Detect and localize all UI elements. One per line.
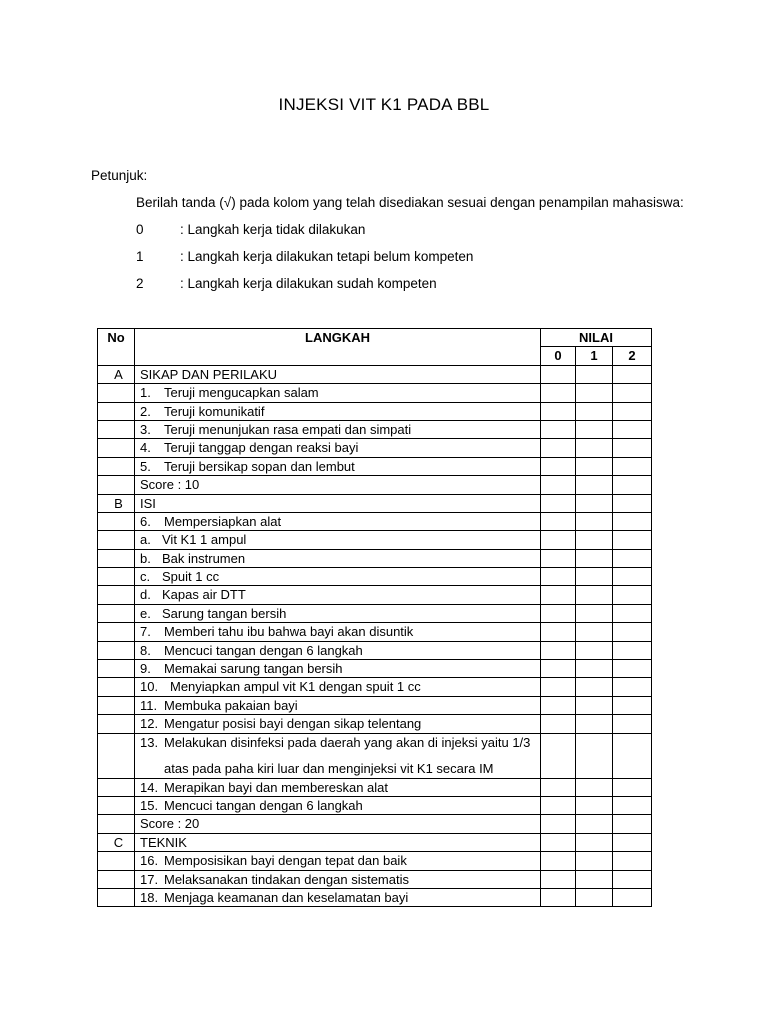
tool-text: Kapas air DTT bbox=[162, 587, 246, 603]
step-text: Mempersiapkan alat bbox=[164, 513, 282, 529]
score-cell-1[interactable] bbox=[576, 457, 613, 475]
score-cell-2[interactable] bbox=[613, 420, 652, 438]
score-cell-2[interactable] bbox=[613, 494, 652, 512]
score-cell-0[interactable] bbox=[541, 420, 576, 438]
step-cell bbox=[135, 852, 541, 870]
score-cell-1[interactable] bbox=[576, 796, 613, 814]
score-cell-0[interactable] bbox=[541, 384, 576, 402]
section-title: ISI bbox=[135, 494, 541, 512]
section-score: Score : 20 bbox=[135, 815, 541, 833]
table-header-row bbox=[98, 329, 652, 347]
tool-letter: a. bbox=[140, 532, 151, 548]
table-row bbox=[98, 402, 652, 420]
petunjuk-label: Petunjuk: bbox=[91, 168, 148, 183]
score-cell-1[interactable] bbox=[576, 420, 613, 438]
tool-row bbox=[98, 568, 652, 586]
step-cell bbox=[135, 623, 541, 641]
score-cell-0[interactable] bbox=[541, 568, 576, 586]
score-cell-2[interactable] bbox=[613, 778, 652, 796]
score-cell-1[interactable] bbox=[576, 833, 613, 851]
score-cell-2[interactable] bbox=[613, 660, 652, 678]
section-title: SIKAP DAN PERILAKU bbox=[135, 365, 541, 383]
section-row bbox=[98, 833, 652, 851]
score-cell-2[interactable] bbox=[613, 549, 652, 567]
tool-row bbox=[98, 604, 652, 622]
score-cell-1[interactable] bbox=[576, 494, 613, 512]
step-number: 16. bbox=[140, 853, 159, 869]
score-cell-2[interactable] bbox=[613, 365, 652, 383]
score-cell-1[interactable] bbox=[576, 439, 613, 457]
table-row bbox=[98, 733, 652, 778]
score-cell-2[interactable] bbox=[613, 604, 652, 622]
step-text: Menjaga keamanan dan keselamatan bayi bbox=[164, 889, 409, 905]
score-cell-0[interactable] bbox=[541, 852, 576, 870]
assessment-table bbox=[97, 328, 652, 907]
step-text: Melakukan disinfeksi pada daerah yang akan di injeksi yaitu 1/3 bbox=[164, 734, 531, 750]
score-cell-2[interactable] bbox=[613, 384, 652, 402]
score-cell-0[interactable] bbox=[541, 586, 576, 604]
step-text: Menyiapkan ampul vit K1 dengan spuit 1 cc bbox=[170, 679, 421, 695]
step-number: 14. bbox=[140, 779, 159, 795]
table-row bbox=[98, 678, 652, 696]
tool-row bbox=[98, 549, 652, 567]
score-cell-0[interactable] bbox=[541, 457, 576, 475]
step-cell bbox=[135, 439, 541, 457]
tool-letter: d. bbox=[140, 587, 151, 603]
score-cell-1[interactable] bbox=[576, 641, 613, 659]
score-cell-0[interactable] bbox=[541, 604, 576, 622]
score-cell-2[interactable] bbox=[613, 439, 652, 457]
tool-text: Vit K1 1 ampul bbox=[162, 532, 247, 548]
table-row bbox=[98, 439, 652, 457]
score-cell-0[interactable] bbox=[541, 733, 576, 778]
table-row bbox=[98, 457, 652, 475]
score-cell-2[interactable] bbox=[613, 402, 652, 420]
score-row bbox=[98, 476, 652, 494]
score-cell-0[interactable] bbox=[541, 531, 576, 549]
score-cell-2[interactable] bbox=[613, 696, 652, 714]
table-row bbox=[98, 696, 652, 714]
score-cell-1[interactable] bbox=[576, 402, 613, 420]
score-cell-1[interactable] bbox=[576, 531, 613, 549]
legend-code: 1 bbox=[136, 249, 144, 264]
tool-text: Spuit 1 cc bbox=[162, 569, 220, 585]
score-cell-1[interactable] bbox=[576, 604, 613, 622]
score-cell-2[interactable] bbox=[613, 733, 652, 778]
step-cell bbox=[135, 778, 541, 796]
step-number: 10. bbox=[140, 679, 159, 695]
score-cell-2[interactable] bbox=[613, 568, 652, 586]
instruction-text: Berilah tanda (√) pada kolom yang telah disediakan sesuai dengan penampilan mahasiswa: bbox=[136, 195, 684, 210]
step-text: Membuka pakaian bayi bbox=[164, 697, 298, 713]
table-row bbox=[98, 623, 652, 641]
tool-letter: b. bbox=[140, 550, 151, 566]
score-cell-1[interactable] bbox=[576, 512, 613, 530]
step-text: Memposisikan bayi dengan tepat dan baik bbox=[164, 853, 407, 869]
step-text: Mencuci tangan dengan 6 langkah bbox=[164, 797, 363, 813]
legend-text: : Langkah kerja dilakukan tetapi belum kompeten bbox=[180, 249, 474, 264]
tool-row bbox=[98, 586, 652, 604]
header-score-2: 2 bbox=[613, 347, 652, 365]
score-cell-0[interactable] bbox=[541, 439, 576, 457]
step-number: 9. bbox=[140, 661, 151, 677]
score-cell-2[interactable] bbox=[613, 586, 652, 604]
table-row bbox=[98, 715, 652, 733]
step-number: 15. bbox=[140, 797, 159, 813]
legend-text: : Langkah kerja dilakukan sudah kompeten bbox=[180, 276, 437, 291]
step-number: 11. bbox=[140, 697, 158, 713]
step-text: Teruji mengucapkan salam bbox=[164, 385, 319, 401]
score-cell-1[interactable] bbox=[576, 696, 613, 714]
tool-cell bbox=[135, 568, 541, 586]
step-text: Mencuci tangan dengan 6 langkah bbox=[164, 642, 363, 658]
section-letter: A bbox=[98, 365, 135, 383]
score-cell-1[interactable] bbox=[576, 568, 613, 586]
tool-cell bbox=[135, 586, 541, 604]
step-cell bbox=[135, 678, 541, 696]
score-cell-0[interactable] bbox=[541, 870, 576, 888]
section-letter: B bbox=[98, 494, 135, 512]
step-cell bbox=[135, 402, 541, 420]
tool-row bbox=[98, 531, 652, 549]
step-text: Memakai sarung tangan bersih bbox=[164, 661, 343, 677]
step-number: 5. bbox=[140, 458, 151, 474]
score-cell-0[interactable] bbox=[541, 778, 576, 796]
step-text: Teruji bersikap sopan dan lembut bbox=[164, 458, 355, 474]
step-cell bbox=[135, 715, 541, 733]
step-text-continued: atas pada paha kiri luar dan menginjeksi vit K1 secara IM bbox=[164, 760, 494, 776]
section-score: Score : 10 bbox=[135, 476, 541, 494]
score-cell-2[interactable] bbox=[613, 715, 652, 733]
score-cell-0[interactable] bbox=[541, 365, 576, 383]
step-cell bbox=[135, 641, 541, 659]
step-text: Merapikan bayi dan membereskan alat bbox=[164, 779, 389, 795]
score-cell-0[interactable] bbox=[541, 715, 576, 733]
score-cell-1[interactable] bbox=[576, 888, 613, 906]
table-row bbox=[98, 888, 652, 906]
score-cell-2[interactable] bbox=[613, 833, 652, 851]
table-row bbox=[98, 778, 652, 796]
section-title: TEKNIK bbox=[135, 833, 541, 851]
table-row bbox=[98, 641, 652, 659]
step-cell bbox=[135, 733, 541, 778]
table-row bbox=[98, 512, 652, 530]
score-cell-0[interactable] bbox=[541, 641, 576, 659]
score-row bbox=[98, 815, 652, 833]
tool-cell bbox=[135, 531, 541, 549]
score-cell-1[interactable] bbox=[576, 852, 613, 870]
legend-code: 0 bbox=[136, 222, 144, 237]
score-cell-1[interactable] bbox=[576, 715, 613, 733]
step-number: 2. bbox=[140, 403, 151, 419]
table-row bbox=[98, 870, 652, 888]
header-no: No bbox=[98, 329, 135, 366]
score-cell-0[interactable] bbox=[541, 623, 576, 641]
score-cell-0[interactable] bbox=[541, 660, 576, 678]
score-cell-1[interactable] bbox=[576, 660, 613, 678]
score-cell-2[interactable] bbox=[613, 888, 652, 906]
legend-item-1 bbox=[136, 249, 473, 264]
score-cell-0[interactable] bbox=[541, 494, 576, 512]
step-number: 13. bbox=[140, 734, 159, 750]
step-cell bbox=[135, 660, 541, 678]
section-letter: C bbox=[98, 833, 135, 851]
score-cell-2[interactable] bbox=[613, 870, 652, 888]
tool-letter: e. bbox=[140, 605, 151, 621]
score-cell-1[interactable] bbox=[576, 623, 613, 641]
score-cell-2[interactable] bbox=[613, 457, 652, 475]
step-number: 18. bbox=[140, 889, 159, 905]
step-text: Melaksanakan tindakan dengan sistematis bbox=[164, 871, 409, 887]
step-text: Teruji tanggap dengan reaksi bayi bbox=[164, 440, 359, 456]
score-cell-2[interactable] bbox=[613, 641, 652, 659]
header-langkah: LANGKAH bbox=[135, 329, 541, 366]
legend-item-2 bbox=[136, 276, 437, 291]
step-text: Mengatur posisi bayi dengan sikap telentang bbox=[164, 716, 422, 732]
header-score-1: 1 bbox=[576, 347, 613, 365]
step-cell bbox=[135, 384, 541, 402]
score-cell-1[interactable] bbox=[576, 678, 613, 696]
tool-text: Sarung tangan bersih bbox=[162, 605, 287, 621]
score-cell-2[interactable] bbox=[613, 623, 652, 641]
step-text: Teruji menunjukan rasa empati dan simpati bbox=[164, 421, 412, 437]
table-row bbox=[98, 796, 652, 814]
score-cell-0[interactable] bbox=[541, 833, 576, 851]
score-cell-0[interactable] bbox=[541, 796, 576, 814]
legend-code: 2 bbox=[136, 276, 144, 291]
table-row bbox=[98, 660, 652, 678]
score-cell-1[interactable] bbox=[576, 549, 613, 567]
section-row bbox=[98, 365, 652, 383]
score-cell-2[interactable] bbox=[613, 678, 652, 696]
score-cell-2[interactable] bbox=[613, 852, 652, 870]
score-cell-1[interactable] bbox=[576, 384, 613, 402]
score-cell-1[interactable] bbox=[576, 870, 613, 888]
tool-text: Bak instrumen bbox=[162, 550, 246, 566]
tool-letter: c. bbox=[140, 569, 151, 585]
step-cell bbox=[135, 870, 541, 888]
step-number: 6. bbox=[140, 513, 151, 529]
score-cell-1[interactable] bbox=[576, 778, 613, 796]
score-cell-1[interactable] bbox=[576, 733, 613, 778]
legend-text: : Langkah kerja tidak dilakukan bbox=[180, 222, 366, 237]
score-cell-1[interactable] bbox=[576, 365, 613, 383]
legend-item-0 bbox=[136, 222, 365, 237]
step-text: Memberi tahu ibu bahwa bayi akan disuntik bbox=[164, 624, 414, 640]
score-cell-0[interactable] bbox=[541, 678, 576, 696]
step-cell bbox=[135, 420, 541, 438]
step-cell bbox=[135, 796, 541, 814]
score-cell-0[interactable] bbox=[541, 888, 576, 906]
step-cell bbox=[135, 888, 541, 906]
step-cell bbox=[135, 696, 541, 714]
step-cell bbox=[135, 457, 541, 475]
tool-cell bbox=[135, 549, 541, 567]
step-number: 4. bbox=[140, 440, 151, 456]
table-row bbox=[98, 384, 652, 402]
document-title: INJEKSI VIT K1 PADA BBL bbox=[278, 95, 490, 114]
step-number: 8. bbox=[140, 642, 151, 658]
step-number: 17. bbox=[140, 871, 159, 887]
step-number: 3. bbox=[140, 421, 151, 437]
score-cell-0[interactable] bbox=[541, 402, 576, 420]
step-number: 7. bbox=[140, 624, 151, 640]
header-score-0: 0 bbox=[541, 347, 576, 365]
score-cell-2[interactable] bbox=[613, 531, 652, 549]
table-row bbox=[98, 852, 652, 870]
step-cell bbox=[135, 512, 541, 530]
score-cell-0[interactable] bbox=[541, 696, 576, 714]
tool-cell bbox=[135, 604, 541, 622]
score-cell-0[interactable] bbox=[541, 549, 576, 567]
table-row bbox=[98, 420, 652, 438]
step-number: 12. bbox=[140, 716, 159, 732]
step-number: 1. bbox=[140, 385, 151, 401]
step-text: Teruji komunikatif bbox=[164, 403, 265, 419]
score-cell-2[interactable] bbox=[613, 796, 652, 814]
score-cell-0[interactable] bbox=[541, 512, 576, 530]
score-cell-2[interactable] bbox=[613, 512, 652, 530]
section-row bbox=[98, 494, 652, 512]
score-cell-1[interactable] bbox=[576, 586, 613, 604]
header-nilai: NILAI bbox=[541, 329, 652, 347]
